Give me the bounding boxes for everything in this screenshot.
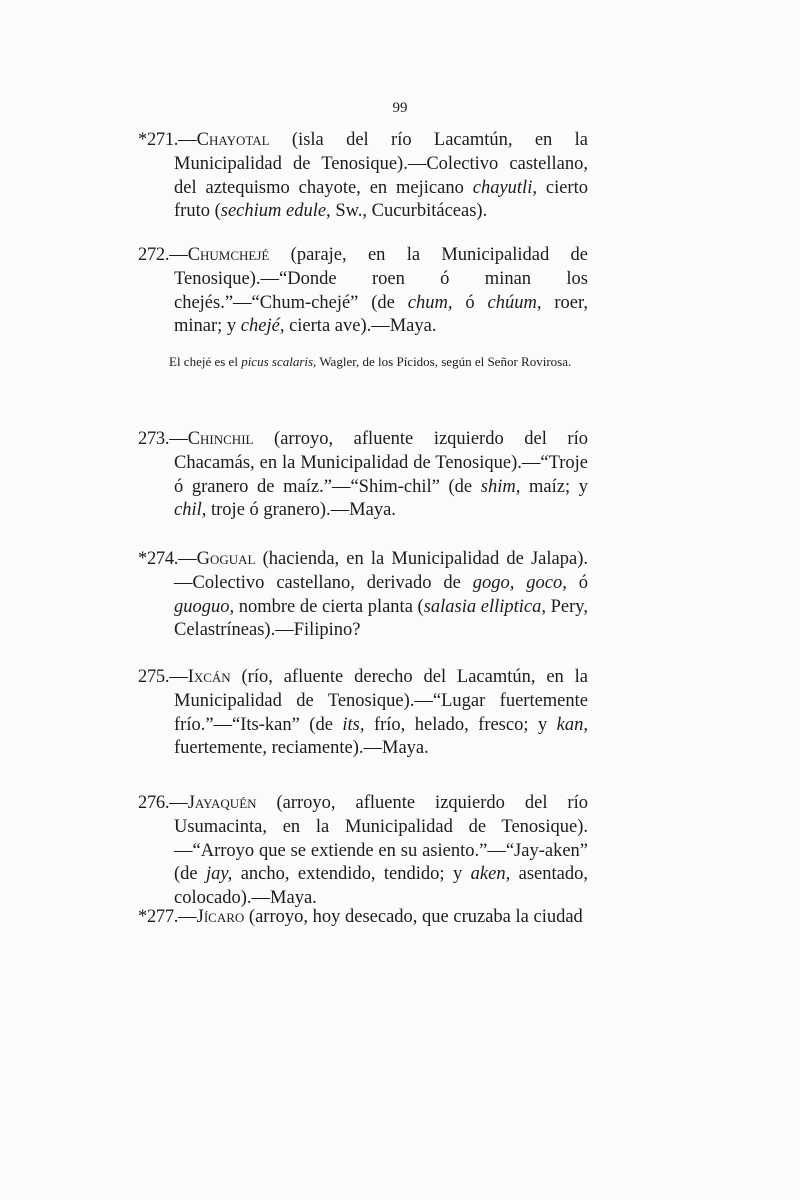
entry-2-run-2: maíz; y xyxy=(520,476,589,497)
entry-5-run-0: (arroyo, afluente izquierdo del río Usumacinta, en la Municipalidad de Tenosique).—“Arroyo que se extiende en su asiento.”—“Jay-aken” (de xyxy=(174,793,588,885)
entry-0-run-0: (isla del río Lacamtún, en la Municipalidad de Tenosique).—Colectivo castellano, del aztequismo chayote, en mejicano xyxy=(174,130,588,198)
entry-0-run-2: cierto fruto ( xyxy=(174,177,588,222)
entry-name: —Ixcán xyxy=(169,667,231,687)
entry-number: *274. xyxy=(138,549,179,569)
entry-5-run-1: jay, xyxy=(206,864,233,885)
page-number: 99 xyxy=(392,100,408,116)
entry-number: 272. xyxy=(138,245,170,265)
entry-5-run-3: aken, xyxy=(470,864,511,885)
entry-4-run-4: fuertemente, reciamente).—Maya. xyxy=(174,738,429,759)
note-run-0: El chejé es el xyxy=(169,354,242,369)
entry-name: —Jayaquén xyxy=(169,793,257,813)
entry-271 xyxy=(138,129,588,224)
entry-274 xyxy=(138,548,588,643)
entry-273 xyxy=(138,428,588,523)
entry-5-run-4: asentado, colocado).—Maya. xyxy=(174,864,588,909)
note-run-1: picus scalaris, xyxy=(241,354,317,369)
entry-2-run-1: shim, xyxy=(480,476,521,497)
entry-number: *271. xyxy=(138,130,179,150)
entry-1-run-6: cierta ave).—Maya. xyxy=(284,316,437,337)
entry-2-run-4: troje ó granero).—Maya. xyxy=(206,500,396,521)
entry-number: 276. xyxy=(138,793,170,813)
entry-number: 275. xyxy=(138,667,170,687)
note-run-2: Wagler, de los Pícidos, según el Señor Rovirosa. xyxy=(316,354,572,369)
entry-4-run-1: its, xyxy=(342,714,365,735)
entry-1-run-2: ó xyxy=(452,292,488,313)
entry-0-run-3: sechium edule, xyxy=(220,201,331,222)
entry-5-run-2: ancho, extendido, tendido; y xyxy=(232,864,471,885)
entry-3-run-2: ó xyxy=(566,572,588,593)
entry-3-run-4: nombre de cierta planta ( xyxy=(234,596,424,617)
entry-number: *277. xyxy=(138,907,179,927)
entry-1-run-4: roer, minar; y xyxy=(174,292,588,337)
entry-276 xyxy=(138,792,588,911)
entry-3-run-5: salasia elliptica, xyxy=(423,596,547,617)
entry-1-run-3: chúum, xyxy=(487,292,542,313)
entry-277 xyxy=(138,906,588,930)
entry-4-run-2: frío, helado, fresco; y xyxy=(364,714,557,735)
entry-1-run-0: (paraje, en la Municipalidad de Tenosique).—“Donde roen ó minan los chejés.”—“Chum-chejé” (de xyxy=(174,245,588,313)
entry-3-run-6: Pery, Celastríneas).—Filipino? xyxy=(174,596,588,641)
entry-name: —Jícaro xyxy=(178,907,245,927)
entry-275 xyxy=(138,666,588,761)
entry-0-run-4: Sw., Cucurbitáceas). xyxy=(330,201,488,222)
entry-3-run-3: guoguo, xyxy=(174,596,235,617)
entry-6-run-0: (arroyo, hoy desecado, que cruzaba la ciudad xyxy=(244,907,583,927)
entry-1-run-1: chum, xyxy=(407,292,453,313)
entry-name: —Chayotal xyxy=(178,130,270,150)
entry-4-run-0: (río, afluente derecho del Lacamtún, en la Municipalidad de Tenosique).—“Lugar fuertemente frío.”—“Its-kan” (de xyxy=(174,667,588,735)
entry-2-run-0: (arroyo, afluente izquierdo del río Chacamás, en la Municipalidad de Tenosique).—“Troje ó granero de maíz.”—“Shim-chil” (de xyxy=(174,429,588,497)
entry-1-run-5: chejé, xyxy=(240,316,285,337)
entry-name: —Chinchil xyxy=(169,429,254,449)
entry-name: —Gogual xyxy=(178,549,256,569)
entry-3-run-1: gogo, goco, xyxy=(472,572,567,593)
entry-name: —Chumchejé xyxy=(169,245,270,265)
entry-272 xyxy=(138,244,588,339)
entry-number: 273. xyxy=(138,429,170,449)
entry-0-run-1: chayutli, xyxy=(472,177,537,198)
footnote xyxy=(137,352,587,372)
entry-4-run-3: kan, xyxy=(556,714,588,735)
entry-3-run-0: (hacienda, en la Municipalidad de Jalapa).—Colectivo castellano, derivado de xyxy=(174,549,588,593)
entry-2-run-3: chil, xyxy=(174,500,207,521)
